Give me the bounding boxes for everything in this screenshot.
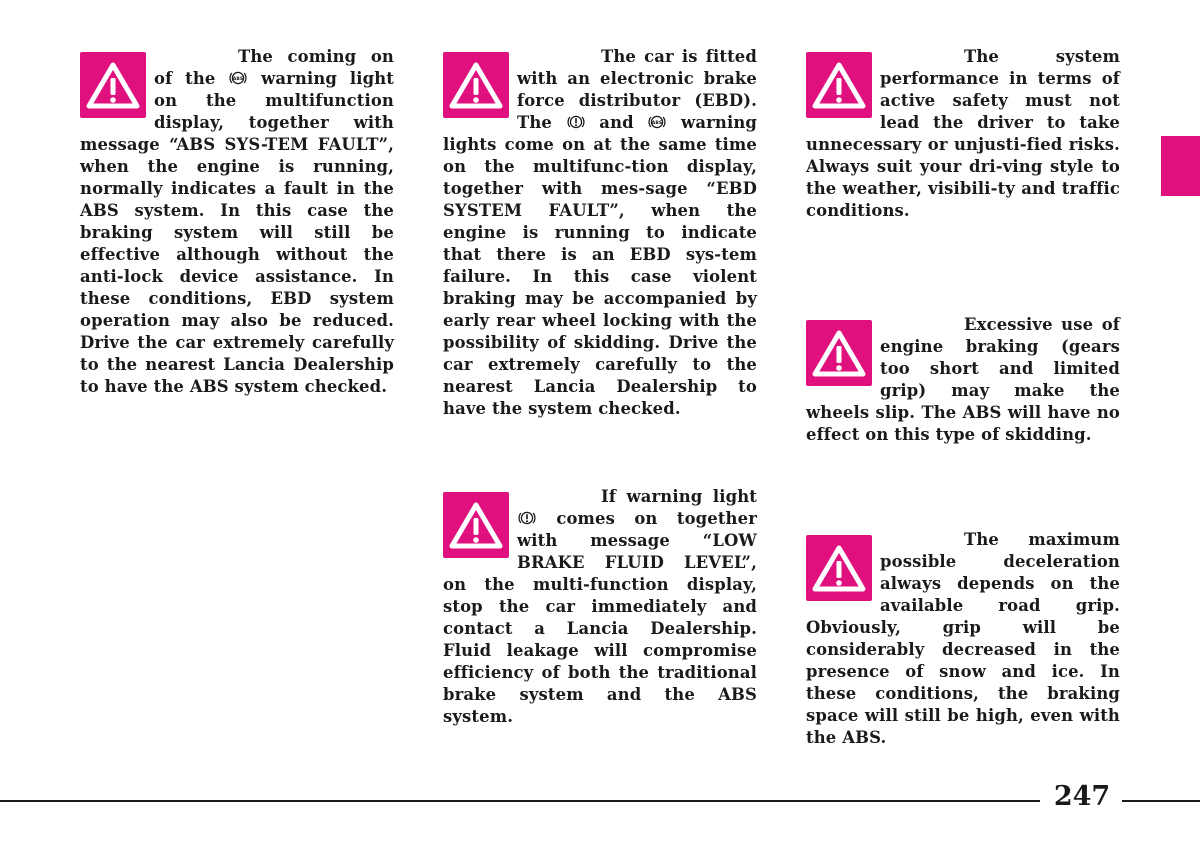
- warning-triangle-icon: [443, 52, 509, 118]
- warning-block-abs-fault: [80, 46, 394, 398]
- abs-warning-light-icon: [229, 69, 247, 87]
- warning-block-ebd-fault: [443, 46, 757, 420]
- warning-triangle-icon: [806, 535, 872, 601]
- brake-warning-light-icon: [518, 509, 536, 527]
- warning-text: The coming on of the ABS warning light on the multifunction display, together with message “ABS SYS-TEM FAULT”, when the engine is running, normally indicates a fault in the ABS system. In this case the braking system will still be effective although without the anti-lock device assistance. In these conditions, EBD system operation may also be reduced. Drive the car extremely carefully to the nearest Lancia Dealership to have the ABS system checked.: [80, 47, 394, 396]
- warning-text: The maximum possible deceleration always depends on the available road grip. Obviously, grip will be considerably decreased in the presence of snow and ice. In these conditions, the braking space will still be high, even with the ABS.: [806, 530, 1120, 747]
- warning-triangle-icon: [806, 320, 872, 386]
- brake-warning-light-icon: [567, 113, 585, 131]
- warning-triangle-icon: [443, 492, 509, 558]
- warning-text: If warning light comes on together with message “LOW BRAKE FLUID LEVEL”, on the multi-function display, stop the car immediately and contact a Lancia Dealership. Fluid leakage will compromise efficiency of both the traditional brake system and the ABS system.: [443, 487, 757, 726]
- warning-triangle-icon: [80, 52, 146, 118]
- warning-text: The system performance in terms of active safety must not lead the driver to take unnecessary or unjusti-fied risks. Always suit your dri-ving style to the weather, visibili-ty and traffic conditions.: [806, 47, 1120, 220]
- footer-rule-right: [1122, 800, 1200, 802]
- section-tab: [1161, 136, 1200, 196]
- page-number: 247: [1053, 781, 1111, 812]
- warning-text: Excessive use of engine braking (gears too short and limited grip) may make the wheels slip. The ABS will have no effect on this type of skidding.: [806, 315, 1120, 444]
- svg-text:ABS: ABS: [652, 120, 663, 126]
- footer-rule-left: [0, 800, 1040, 802]
- warning-block-engine-braking: [806, 314, 1120, 446]
- warning-text: The car is fitted with an electronic brake force distributor (EBD). The and ABS warning lights come on at the same time on the multifunc-tion display, together with mes-sage “EBD SYSTEM FAULT”, when the engine is running to indicate that there is an EBD sys-tem failure. In this case violent braking may be accompanied by early rear wheel locking with the possibility of skidding. Drive the car extremely carefully to the nearest Lancia Dealership to have the system checked.: [443, 47, 757, 418]
- warning-block-low-brake-fluid: [443, 486, 757, 728]
- warning-block-active-safety: [806, 46, 1120, 222]
- svg-text:ABS: ABS: [233, 76, 244, 82]
- warning-triangle-icon: [806, 52, 872, 118]
- warning-block-max-deceleration: [806, 529, 1120, 749]
- abs-warning-light-icon: [648, 113, 666, 131]
